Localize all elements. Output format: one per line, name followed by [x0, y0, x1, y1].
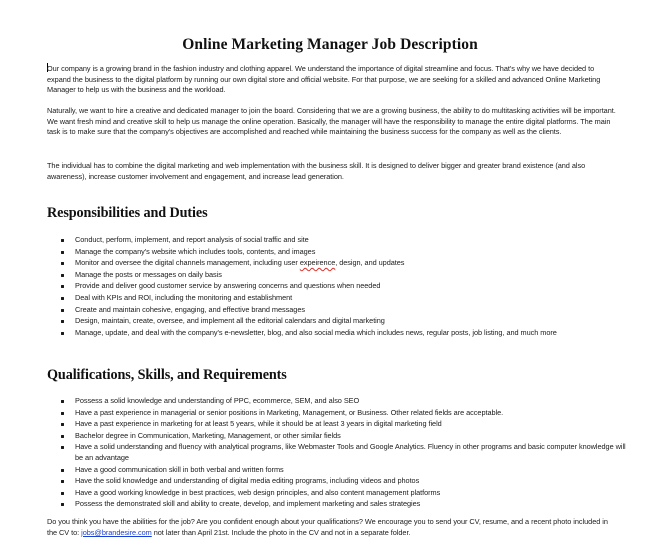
bullet-icon: [61, 332, 64, 335]
misspelled-word[interactable]: expeirence: [299, 258, 336, 268]
list-item-text: Manage the company's website which includes tools, contents, and images: [75, 246, 316, 256]
list-item-text: Conduct, perform, implement, and report analysis of social traffic and site: [75, 235, 309, 244]
bullet-icon: [61, 400, 64, 403]
closing-text: Do you think you have the abilities for the job? Are you confident enough about your qualifications? We encourage you to send your CV, resume, and a recent photo included in the CV to:: [47, 517, 608, 537]
bullet-icon: [61, 446, 64, 449]
bullet-icon: [61, 423, 64, 426]
list-item-text: , design, and updates: [335, 258, 405, 268]
list-item-text: Manage the posts or messages on daily basis: [75, 269, 222, 279]
qualifications-list: [0, 396, 660, 511]
list-item: [0, 465, 630, 476]
intro-paragraph-3: The individual has to combine the digital marketing and web implementation with the business skill. It is designed to deliver bigger and greater brand existence (and also awareness), increase customer involvement and engagement, and increase lead generation.: [47, 161, 586, 181]
list-item: [0, 258, 630, 269]
list-item-text: Have a solid understanding and fluency with analytical programs, like Webmaster Tools and Google Analytics. Fluency in other programs and basic computer knowledge will be an advantage: [75, 442, 626, 462]
list-item: [0, 488, 630, 499]
list-item: [0, 235, 630, 246]
list-item-text: Have a good working knowledge in best practices, web design principles, and also content management platforms: [75, 487, 441, 497]
intro-paragraph-1[interactable]: [47, 63, 617, 96]
list-item-text: Have a good communication skill in both verbal and written forms: [75, 464, 284, 474]
list-item-text: Monitor and oversee the digital channels management, including user: [75, 258, 300, 268]
list-item: [0, 408, 630, 419]
list-item-text: Design, maintain, create, oversee, and implement all the editorial calendars and digital marketing: [75, 316, 385, 326]
bullet-icon: [61, 297, 64, 300]
list-item-text: Create and maintain cohesive, engaging, and effective brand messages: [75, 304, 305, 314]
closing-text-end: not later than April 21st. Include the photo in the CV and not in a separate folder.: [151, 527, 411, 537]
bullet-icon: [61, 309, 64, 312]
list-item: [0, 293, 630, 304]
list-item-text: Have a past experience in managerial or senior positions in Marketing, Management, or Business. Other related fields are acceptable.: [75, 407, 504, 417]
intro-paragraph-1-first-letter: O: [47, 64, 53, 73]
responsibilities-list: [0, 235, 660, 339]
document-title: Online Marketing Manager Job Description: [182, 36, 478, 53]
list-item: [0, 442, 630, 463]
list-item: [0, 328, 630, 339]
list-item: [0, 281, 630, 292]
list-item: [0, 396, 630, 407]
bullet-icon: [61, 274, 64, 277]
list-item-text: Bachelor degree in Communication, Marketing, Management, or other similar fields: [75, 430, 341, 440]
list-item: [0, 431, 630, 442]
bullet-icon: [61, 320, 64, 323]
bullet-icon: [61, 469, 64, 472]
section-heading-responsibilities: Responsibilities and Duties: [47, 205, 208, 221]
list-item: [0, 476, 630, 487]
list-item-text: Manage, update, and deal with the company's e-newsletter, blog, and also social media which includes news, regular posts, job listing, and much more: [75, 327, 557, 337]
bullet-icon: [61, 435, 64, 438]
list-item: [0, 316, 630, 327]
closing-paragraph: [47, 517, 617, 538]
bullet-icon: [61, 412, 64, 415]
intro-paragraph-2: Naturally, we want to hire a creative and dedicated manager to join the board. Considering that we are a growing business, the ability to do multitasking activities will be important. We want fresh mind and creative skill to help us manage the online operation. Basically, the manager will have the responsibility to manage the entire digital platforms. The main task is to make sure that the company's objectives are accomplished and reached while maintaining the business success for the company as well as the clients.: [47, 106, 616, 137]
bullet-icon: [61, 285, 64, 288]
bullet-icon: [61, 239, 64, 242]
bullet-icon: [61, 503, 64, 506]
bullet-icon: [61, 251, 64, 254]
list-item-text: Have the solid knowledge and understanding of digital media editing programs, including videos and photos: [75, 476, 420, 486]
section-heading-qualifications: Qualifications, Skills, and Requirements: [47, 367, 287, 383]
list-item-text: Provide and deliver good customer service by answering concerns and questions when needed: [75, 281, 381, 291]
bullet-icon: [61, 492, 64, 495]
list-item: [0, 419, 630, 430]
email-link[interactable]: jobs@brandesire.com: [81, 527, 152, 537]
list-item-text: Have a past experience in marketing for at least 5 years, while it should be at least 3 years in digital marketing field: [75, 419, 442, 429]
list-item-text: Possess the demonstrated skill and ability to create, develop, and implement marketing and sales strategies: [75, 499, 421, 509]
list-item: [0, 305, 630, 316]
intro-paragraph-1-text: ur company is a growing brand in the fashion industry and clothing apparel. We understand the importance of digital streamline and focus. That's why we have decided to expand the business to the digital platform by running our own digital store and official website. For that purpose, we are seeking for a skilled and advanced Online Marketing Manager to help us with the business and the workload.: [47, 64, 601, 95]
list-item-text: Deal with KPIs and ROI, including the monitoring and establishment: [75, 292, 293, 302]
bullet-icon: [61, 480, 64, 483]
list-item: [0, 499, 630, 510]
list-item: [0, 247, 630, 258]
list-item-text: Possess a solid knowledge and understanding of PPC, ecommerce, SEM, and also SEO: [75, 396, 360, 405]
list-item: [0, 270, 630, 281]
bullet-icon: [61, 262, 64, 265]
